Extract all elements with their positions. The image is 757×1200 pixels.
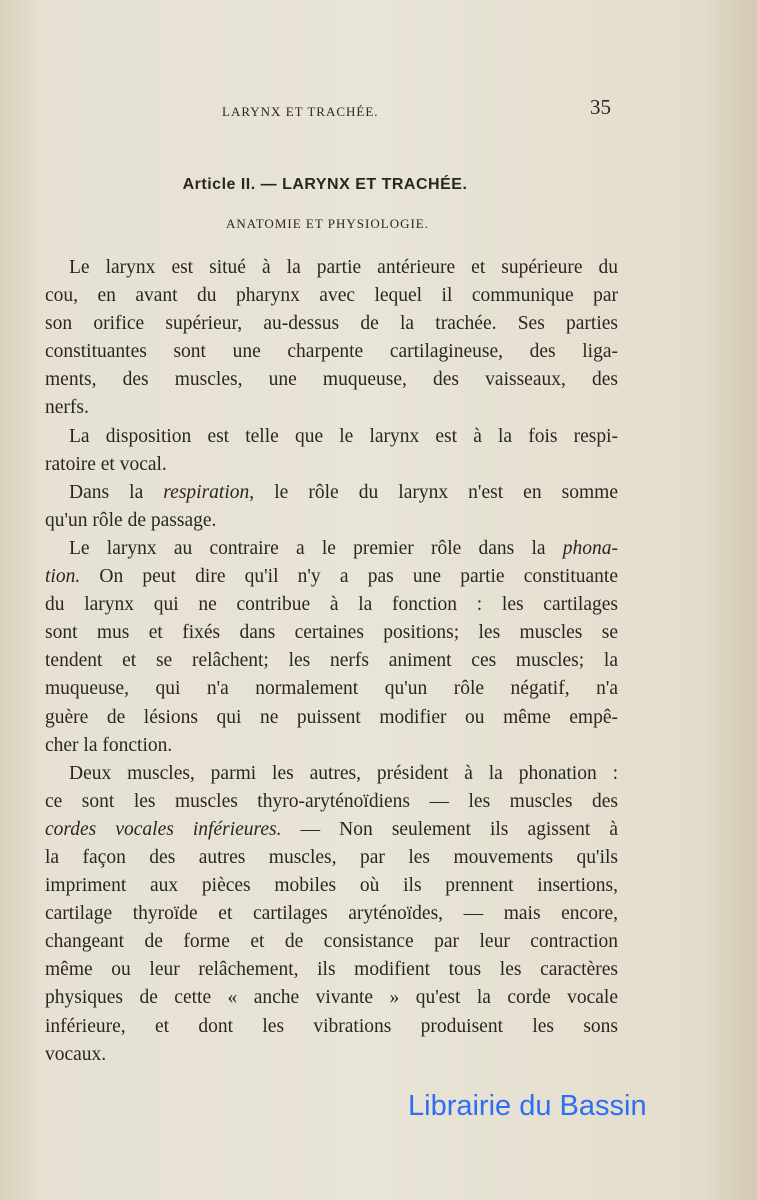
text-line: cordes vocales inférieures. — Non seulement ils agissent à	[45, 818, 618, 840]
text-line: Dans la respiration, le rôle du larynx n'est en somme	[69, 481, 618, 503]
text-line: inférieure, et dont les vibrations produisent les sons	[45, 1015, 618, 1037]
text-line: du larynx qui ne contribue à la fonction : les cartilages	[45, 594, 618, 616]
text-line: sont mus et fixés dans certaines positions; les muscles se	[45, 622, 618, 644]
text-line: nerfs.	[45, 397, 89, 419]
text-line: changeant de forme et de consistance par leur contraction	[45, 931, 618, 953]
text-line: même ou leur relâchement, ils modifient tous les caractères	[45, 959, 618, 981]
body-text	[45, 254, 618, 1069]
text-line: Deux muscles, parmi les autres, président à la phonation :	[69, 762, 618, 784]
text-line: tion. On peut dire qu'il n'y a pas une partie constituante	[45, 566, 618, 588]
text-line: physiques de cette « anche vivante » qu'est la corde vocale	[45, 987, 618, 1009]
text-line: cou, en avant du pharynx avec lequel il communique par	[45, 285, 618, 307]
text-line: tendent et se relâchent; les nerfs animent ces muscles; la	[45, 650, 618, 672]
text-line: muqueuse, qui n'a normalement qu'un rôle négatif, n'a	[45, 678, 618, 700]
text-line: la façon des autres muscles, par les mouvements qu'ils	[45, 846, 618, 868]
text-line: Le larynx au contraire a le premier rôle dans la phona-	[69, 537, 618, 559]
text-line: Le larynx est situé à la partie antérieure et supérieure du	[69, 257, 618, 278]
text-line: guère de lésions qui ne puissent modifier ou même empê-	[45, 706, 618, 728]
text-line: son orifice supérieur, au-dessus de la trachée. Ses parties	[45, 313, 618, 335]
running-head: LARYNX ET TRACHÉE.	[222, 104, 379, 119]
text-line: cher la fonction.	[45, 734, 173, 756]
article-subtitle: ANATOMIE ET PHYSIOLOGIE.	[226, 216, 429, 231]
text-line: cartilage thyroïde et cartilages aryténoïdes, — mais encore,	[45, 903, 618, 925]
page-number: 35	[590, 95, 611, 119]
text-line: ce sont les muscles thyro-aryténoïdiens — les muscles des	[45, 790, 618, 812]
text-line: vocaux.	[45, 1043, 107, 1065]
watermark: Librairie du Bassin	[408, 1090, 647, 1122]
text-line: constituantes sont une charpente cartilagineuse, des liga-	[45, 341, 618, 363]
text-line: ratoire et vocal.	[45, 453, 167, 475]
text-line: qu'un rôle de passage.	[45, 509, 217, 531]
text-line: ments, des muscles, une muqueuse, des vaisseaux, des	[45, 369, 618, 391]
text-line: impriment aux pièces mobiles où ils prennent insertions,	[45, 875, 618, 897]
article-title: Article II. — LARYNX ET TRACHÉE.	[182, 176, 468, 193]
text-line: La disposition est telle que le larynx est à la fois respi-	[69, 425, 618, 447]
